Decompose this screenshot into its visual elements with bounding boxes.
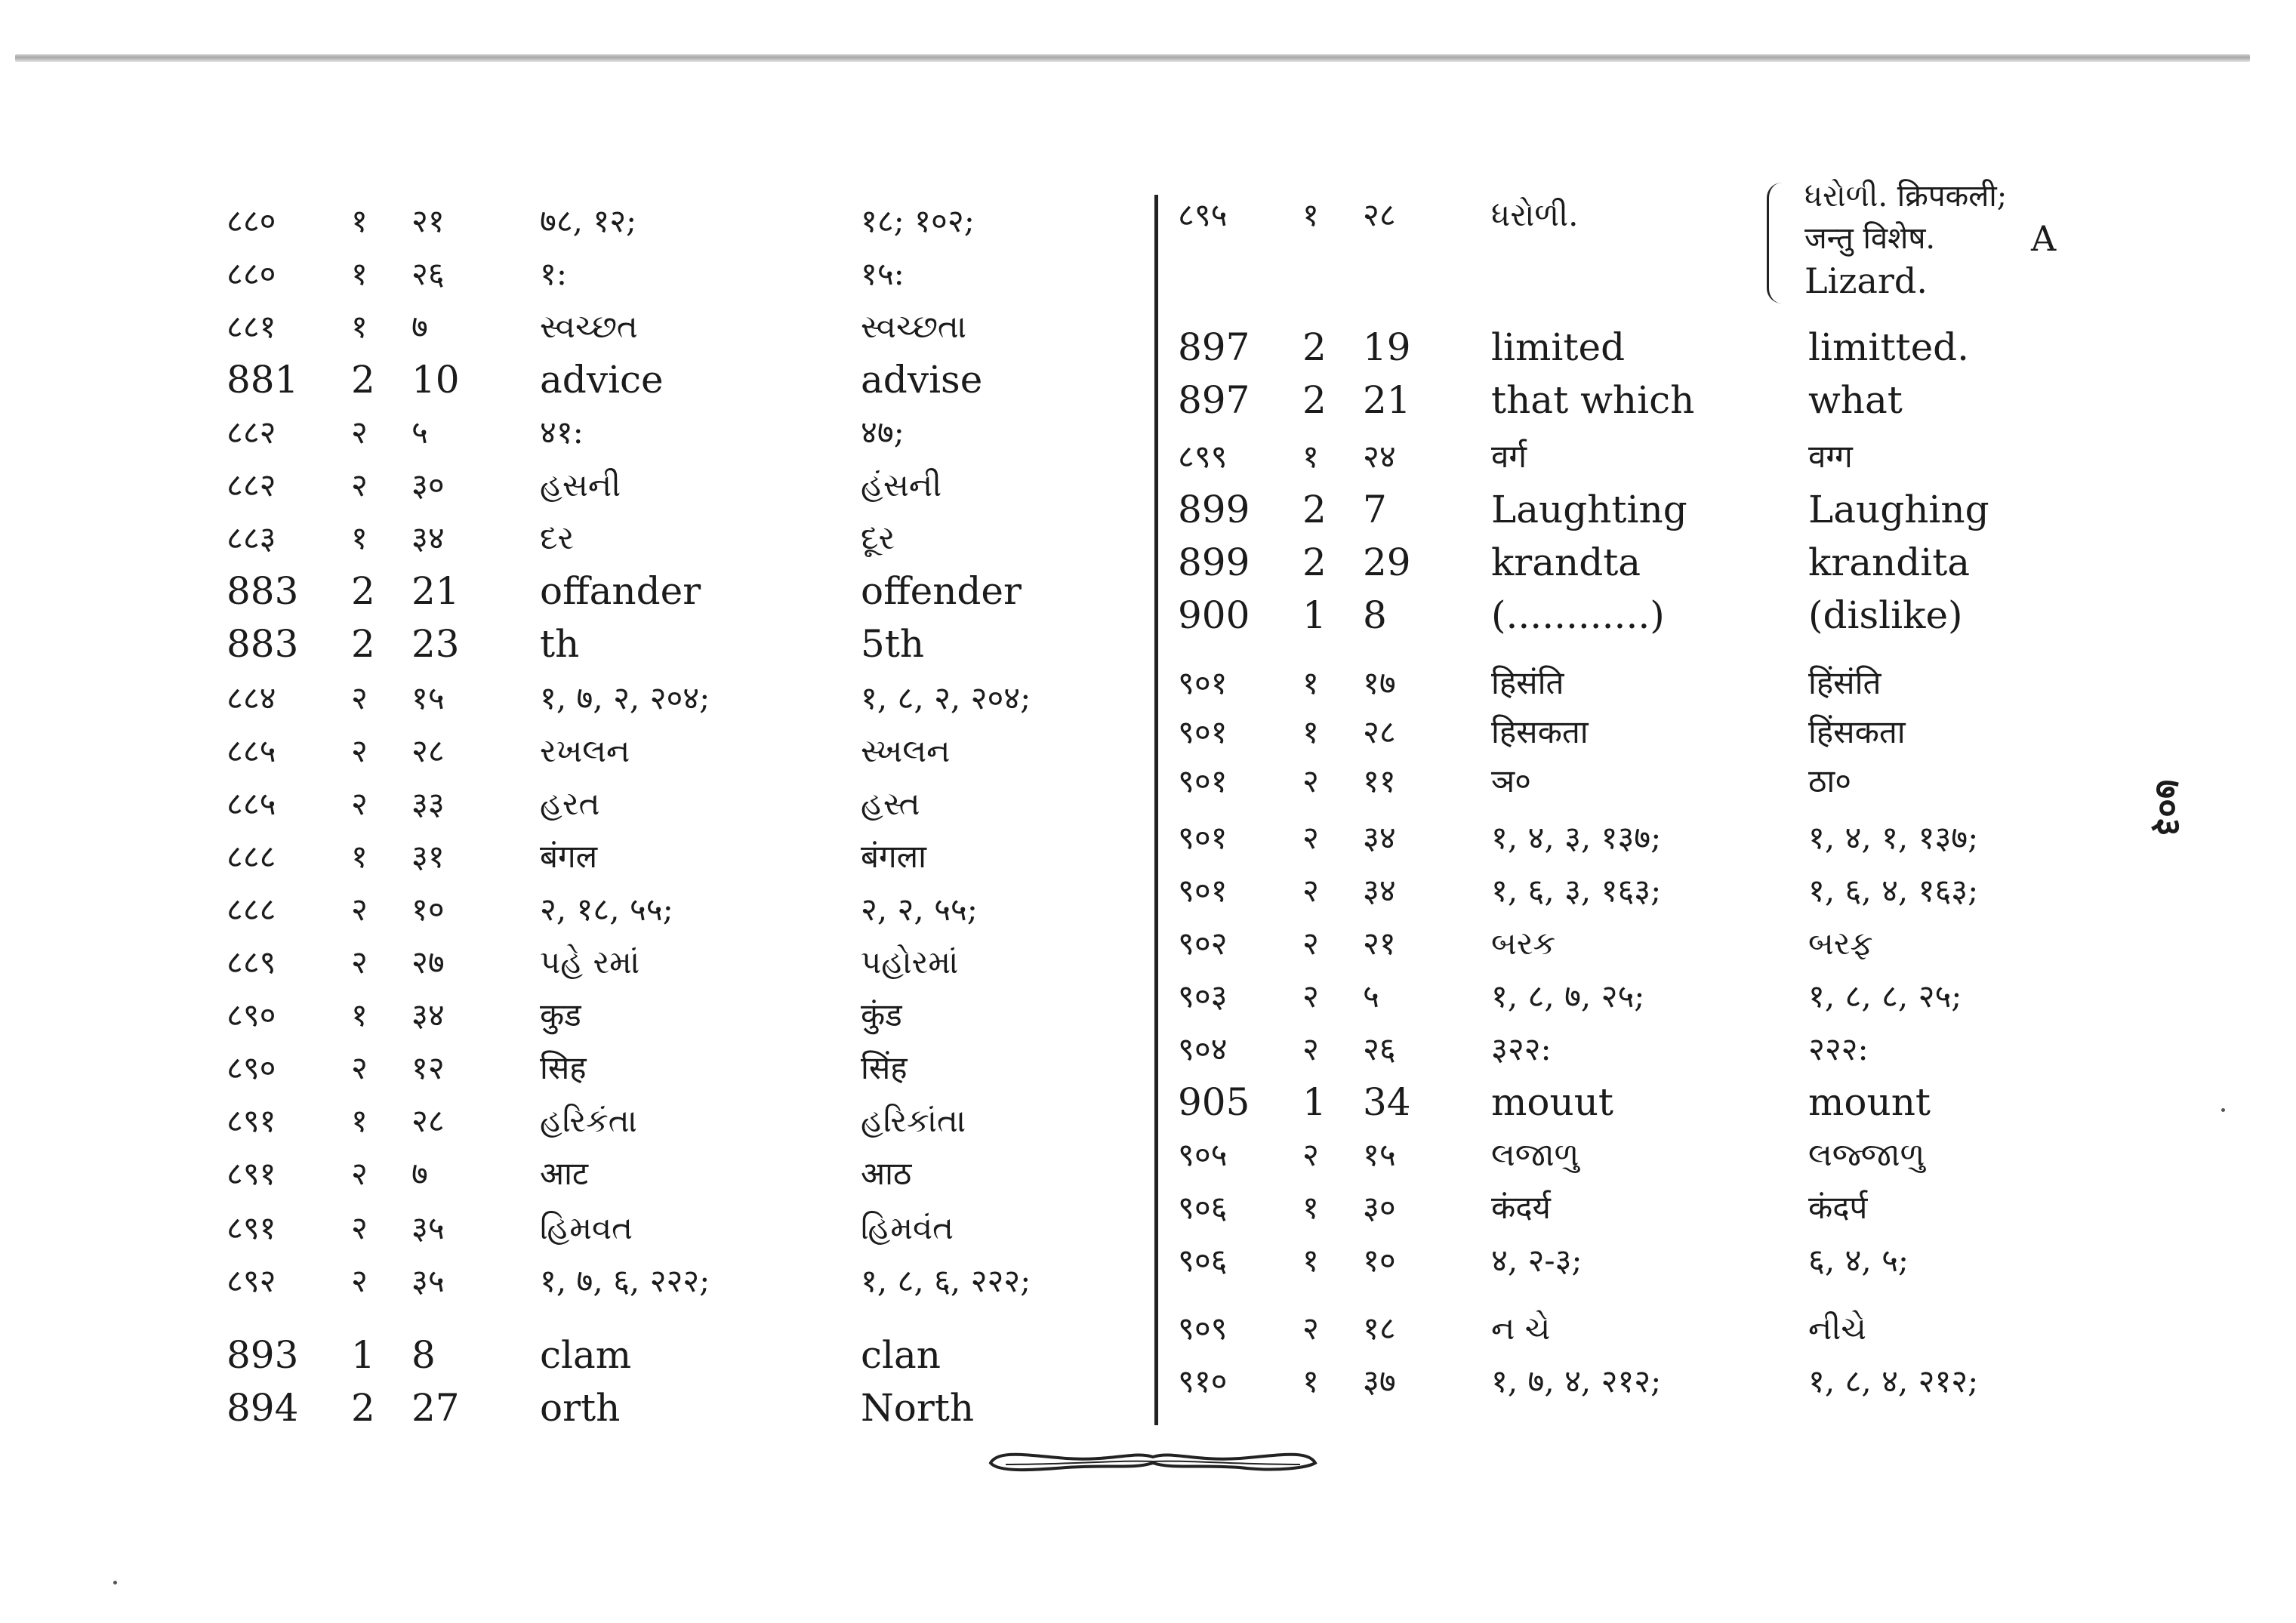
errata-page-number: ८८५ (227, 732, 276, 769)
errata-correct-text: ६, ४, ५; (1808, 1242, 1909, 1279)
page-number: ७०३ (2146, 780, 2189, 836)
errata-correct-text: હિમવંત (861, 1209, 954, 1246)
errata-incorrect-text: offander (540, 569, 701, 613)
errata-column-number: २ (1302, 819, 1319, 856)
errata-line-number: ७ (411, 308, 428, 345)
errata-page-number: ८८१ (227, 308, 276, 345)
errata-line-number: १५ (1363, 1136, 1396, 1173)
errata-line-number: ७ (411, 1155, 428, 1192)
errata-page-number: ८९२ (227, 1262, 276, 1299)
errata-page-number: ८८० (227, 255, 276, 292)
errata-page-number: ९०६ (1178, 1242, 1228, 1279)
errata-page-number: ८९१ (227, 1102, 276, 1139)
errata-page-number: ९०१ (1178, 664, 1228, 701)
scan-edge (15, 54, 2250, 62)
errata-column-number: २ (351, 1209, 368, 1246)
errata-incorrect-text: १, ७, २, २०४; (540, 679, 710, 716)
errata-page-number: ९०५ (1178, 1136, 1228, 1173)
errata-correct-text: ठा० (1808, 762, 1852, 799)
errata-page-number: ८८२ (227, 467, 276, 504)
errata-correct-text: krandita (1808, 540, 1971, 584)
errata-column-number: २ (351, 1049, 368, 1086)
errata-line-number: २८ (1363, 713, 1396, 750)
errata-column-number: २ (1302, 1030, 1319, 1067)
errata-column-number: १ (351, 202, 368, 239)
errata-page-number: ९१० (1178, 1363, 1228, 1400)
errata-page-number: ८९० (227, 996, 276, 1033)
errata-correct-text: १, ४, १, १३७; (1808, 819, 1979, 856)
errata-incorrect-text: १, ७, ४, २१२; (1491, 1363, 1662, 1400)
errata-column-number: १ (1302, 196, 1319, 233)
errata-correct-text: बंगला (861, 838, 926, 875)
errata-column-number: 2 (351, 358, 375, 402)
errata-page-number: 881 (227, 358, 299, 402)
errata-line-number: १० (1363, 1242, 1396, 1279)
errata-incorrect-text: १, ७, ६, २२२; (540, 1262, 710, 1299)
errata-column-number: 2 (1302, 325, 1327, 369)
errata-incorrect-text: લજાળુ (1491, 1136, 1579, 1173)
errata-column-number: 1 (351, 1333, 375, 1377)
errata-correct-text: લજ્જાળુ (1808, 1136, 1925, 1173)
errata-incorrect-text: ધરોળી. (1491, 196, 1579, 233)
errata-incorrect-text: દર (540, 519, 575, 556)
errata-column-number: २ (351, 1262, 368, 1299)
errata-incorrect-text: ३२२: (1491, 1030, 1552, 1067)
errata-line-number: २८ (411, 732, 445, 769)
errata-page-number: ९०४ (1178, 1030, 1228, 1067)
errata-line-number: ५ (411, 414, 428, 451)
errata-page-number: 897 (1178, 325, 1250, 369)
errata-incorrect-text: ४१: (540, 414, 584, 451)
errata-line-number: ३० (1363, 1189, 1396, 1226)
column-divider (1154, 195, 1158, 1425)
errata-column-number: 2 (351, 1386, 375, 1430)
errata-incorrect-text: कुड (540, 996, 581, 1033)
lizard-note (1804, 175, 2122, 302)
errata-column-number: १ (1302, 1363, 1319, 1400)
errata-incorrect-text: orth (540, 1386, 621, 1430)
errata-line-number: ३४ (1363, 872, 1396, 909)
errata-incorrect-text: आट (540, 1155, 589, 1192)
errata-line-number: १० (411, 891, 445, 928)
errata-correct-text: २२२: (1808, 1030, 1869, 1067)
errata-correct-text: clan (861, 1333, 942, 1377)
errata-column-number: २ (351, 891, 368, 928)
errata-correct-text: १, ८, ६, २२२; (861, 1262, 1031, 1299)
errata-line-number: 7 (1363, 488, 1387, 531)
errata-line-number: २१ (1363, 925, 1396, 962)
errata-correct-text: સ્વચ્છતા (861, 308, 967, 345)
errata-line-number: २६ (411, 255, 445, 292)
errata-correct-text: १, ६, ४, १६३; (1808, 872, 1979, 909)
errata-correct-text: સ્ખલન (861, 732, 951, 769)
errata-column-number: 2 (1302, 540, 1327, 584)
errata-line-number: ११ (1363, 762, 1396, 799)
errata-line-number: १८ (1363, 1310, 1396, 1347)
errata-line-number: ३४ (1363, 819, 1396, 856)
errata-line-number: २१ (411, 202, 445, 239)
errata-correct-text: २, २, ५५; (861, 891, 978, 928)
errata-line-number: २६ (1363, 1030, 1396, 1067)
errata-column-number: 2 (1302, 378, 1327, 422)
errata-page-number: ८९१ (227, 1155, 276, 1192)
errata-correct-text: हिंसकता (1808, 713, 1906, 750)
errata-incorrect-text: krandta (1491, 540, 1641, 584)
errata-incorrect-text: (............) (1491, 593, 1665, 637)
errata-correct-text: હરિકાંતા (861, 1102, 966, 1139)
scan-speck (2221, 1108, 2225, 1112)
errata-correct-text: हिंसंति (1808, 664, 1881, 701)
errata-incorrect-text: limited (1491, 325, 1626, 369)
errata-line-number: २८ (411, 1102, 445, 1139)
errata-page-number: ९०१ (1178, 762, 1228, 799)
errata-incorrect-text: th (540, 622, 580, 666)
errata-page-number: ८८० (227, 202, 276, 239)
errata-correct-text: सिंह (861, 1049, 908, 1086)
errata-correct-text: limitted. (1808, 325, 1970, 369)
errata-correct-text: mount (1808, 1080, 1931, 1124)
errata-line-number: २७ (411, 944, 445, 981)
ornament-flourish-icon (983, 1442, 1323, 1480)
errata-correct-text: १, ८, ८, २५; (1808, 978, 1962, 1015)
errata-line-number: 21 (411, 569, 460, 613)
errata-line-number: 27 (411, 1386, 460, 1430)
errata-incorrect-text: advice (540, 358, 664, 402)
errata-column-number: २ (351, 414, 368, 451)
errata-correct-text: બરફ (1808, 925, 1873, 962)
errata-column-number: १ (351, 519, 368, 556)
errata-page-number: 883 (227, 622, 299, 666)
errata-column-number: १ (1302, 713, 1319, 750)
errata-column-number: २ (351, 467, 368, 504)
errata-line-number: ५ (1363, 978, 1379, 1015)
errata-page-number: ८८८ (227, 891, 276, 928)
errata-line-number: १७ (1363, 664, 1396, 701)
errata-incorrect-text: હસની (540, 467, 621, 504)
errata-column-number: १ (351, 1102, 368, 1139)
errata-column-number: १ (1302, 1189, 1319, 1226)
errata-column-number: २ (351, 944, 368, 981)
errata-correct-text: North (861, 1386, 975, 1430)
errata-line-number: 10 (411, 358, 460, 402)
errata-page-number: ९०१ (1178, 872, 1228, 909)
errata-column-number: २ (1302, 978, 1319, 1015)
errata-line-number: ३० (411, 467, 445, 504)
errata-line-number: १५ (411, 679, 445, 716)
errata-line-number: ३३ (411, 785, 445, 822)
errata-page-number: ९०२ (1178, 925, 1228, 962)
errata-line-number: ३७ (1363, 1363, 1396, 1400)
errata-page-number: ८८९ (227, 944, 276, 981)
errata-column-number: २ (351, 679, 368, 716)
errata-column-number: २ (1302, 925, 1319, 962)
errata-page-number: 899 (1178, 488, 1250, 531)
errata-line-number: 8 (411, 1333, 436, 1377)
errata-correct-text: offender (861, 569, 1022, 613)
brace-bracket (1767, 183, 1786, 303)
errata-column-number: १ (351, 838, 368, 875)
errata-column-number: 2 (351, 622, 375, 666)
errata-page-number: 894 (227, 1386, 299, 1430)
errata-column-number: १ (1302, 438, 1319, 475)
errata-column-number: १ (1302, 1242, 1319, 1279)
errata-correct-text: હસ્ત (861, 785, 920, 822)
errata-correct-text: कंदर्प (1808, 1189, 1868, 1226)
errata-column-number: २ (1302, 872, 1319, 909)
errata-column-number: २ (351, 732, 368, 769)
errata-page-number: ९०१ (1178, 713, 1228, 750)
errata-page-number: ९०१ (1178, 819, 1228, 856)
errata-line-number: ३५ (411, 1209, 445, 1246)
errata-correct-text: Laughing (1808, 488, 1989, 531)
errata-correct-text: आठ (861, 1155, 912, 1192)
errata-incorrect-text: ન ચે (1491, 1310, 1551, 1347)
errata-line-number: 23 (411, 622, 460, 666)
errata-correct-text: १, ८, २, २०४; (861, 679, 1031, 716)
errata-incorrect-text: वर्ग (1491, 438, 1527, 475)
errata-incorrect-text: १, ८, ७, २५; (1491, 978, 1645, 1015)
errata-column-number: २ (351, 1155, 368, 1192)
scan-speck (113, 1581, 117, 1585)
errata-incorrect-text: બરક (1491, 925, 1556, 962)
errata-incorrect-text: हिसंति (1491, 664, 1564, 701)
errata-incorrect-text: हिसकता (1491, 713, 1589, 750)
errata-page-number: ९०६ (1178, 1189, 1228, 1226)
errata-line-number: ३४ (411, 519, 445, 556)
errata-line-number: २८ (1363, 196, 1396, 233)
errata-column-number: २ (1302, 1310, 1319, 1347)
errata-page-number: 905 (1178, 1080, 1250, 1124)
errata-column-number: १ (351, 308, 368, 345)
lizard-note-line1: ધરોળી. क्रिपकली; (1804, 179, 2008, 214)
errata-correct-text: પહોરમાં (861, 944, 959, 981)
errata-page-number: ८८४ (227, 679, 276, 716)
errata-correct-text: advise (861, 358, 983, 402)
lizard-note-line3: Lizard. (1804, 260, 1928, 301)
errata-incorrect-text: mouut (1491, 1080, 1614, 1124)
errata-incorrect-text: ४, २-३; (1491, 1242, 1583, 1279)
errata-line-number: ३५ (411, 1262, 445, 1299)
errata-incorrect-text: Laughting (1491, 488, 1687, 531)
errata-correct-text: ४७; (861, 414, 905, 451)
errata-page-number: ८९९ (1178, 438, 1228, 475)
errata-correct-text: હંસની (861, 467, 942, 504)
errata-column-number: १ (351, 996, 368, 1033)
errata-correct-text: 5th (861, 622, 925, 666)
errata-correct-text: १५: (861, 255, 905, 292)
errata-incorrect-text: ञ० (1491, 762, 1532, 799)
errata-incorrect-text: १, ४, ३, १३७; (1491, 819, 1662, 856)
errata-line-number: ३१ (411, 838, 445, 875)
lizard-note-line2: जन्तु विशेष. (1804, 221, 1936, 256)
errata-incorrect-text: હિમવત (540, 1209, 633, 1246)
errata-line-number: 8 (1363, 593, 1387, 637)
errata-incorrect-text: હરત (540, 785, 600, 822)
errata-incorrect-text: २, १८, ५५; (540, 891, 673, 928)
errata-column-number: २ (1302, 1136, 1319, 1173)
errata-page-number: 893 (227, 1333, 299, 1377)
errata-incorrect-text: बंगल (540, 838, 598, 875)
errata-line-number: 19 (1363, 325, 1411, 369)
lizard-note-letter: A (2031, 218, 2057, 259)
errata-incorrect-text: પહે રમાં (540, 944, 640, 981)
errata-column-number: 1 (1302, 1080, 1327, 1124)
errata-incorrect-text: clam (540, 1333, 632, 1377)
errata-line-number: १२ (411, 1049, 445, 1086)
errata-page-number: ८८३ (227, 519, 276, 556)
errata-incorrect-text: ७८, १२; (540, 202, 637, 239)
errata-column-number: २ (1302, 762, 1319, 799)
errata-page-number: ८८५ (227, 785, 276, 822)
errata-column-number: २ (351, 785, 368, 822)
errata-correct-text: નીચે (1808, 1310, 1866, 1347)
errata-correct-text: कुंड (861, 996, 902, 1033)
errata-page-number: ८९१ (227, 1209, 276, 1246)
errata-correct-text: દૂર (861, 519, 895, 556)
errata-line-number: 29 (1363, 540, 1411, 584)
errata-correct-text: what (1808, 378, 1903, 422)
errata-line-number: २४ (1363, 438, 1396, 475)
errata-column-number: 2 (351, 569, 375, 613)
errata-page-number: ९०९ (1178, 1310, 1228, 1347)
errata-page-number: 899 (1178, 540, 1250, 584)
errata-incorrect-text: સ્વચ્છત (540, 308, 638, 345)
errata-page-number: ८९५ (1178, 196, 1228, 233)
errata-line-number: 21 (1363, 378, 1411, 422)
errata-incorrect-text: that which (1491, 378, 1695, 422)
errata-line-number: ३४ (411, 996, 445, 1033)
errata-correct-text: (dislike) (1808, 593, 1963, 637)
errata-incorrect-text: હરિકંતા (540, 1102, 637, 1139)
errata-line-number: 34 (1363, 1080, 1411, 1124)
errata-column-number: 2 (1302, 488, 1327, 531)
errata-correct-text: १८; १०२; (861, 202, 975, 239)
errata-page-number: 897 (1178, 378, 1250, 422)
errata-incorrect-text: १, ६, ३, १६३; (1491, 872, 1662, 909)
errata-correct-text: १, ८, ४, २१२; (1808, 1363, 1979, 1400)
errata-column-number: 1 (1302, 593, 1327, 637)
errata-column-number: १ (1302, 664, 1319, 701)
errata-page-number: ८९० (227, 1049, 276, 1086)
errata-column-number: १ (351, 255, 368, 292)
errata-incorrect-text: कंदर्य (1491, 1189, 1551, 1226)
errata-page-number: 883 (227, 569, 299, 613)
errata-incorrect-text: રખલન (540, 732, 630, 769)
errata-page-number: ९०३ (1178, 978, 1228, 1015)
errata-page-number: ८८८ (227, 838, 276, 875)
errata-correct-text: वग्ग (1808, 438, 1853, 475)
errata-page-number: 900 (1178, 593, 1250, 637)
errata-incorrect-text: सिह (540, 1049, 587, 1086)
errata-incorrect-text: १: (540, 255, 567, 292)
errata-page-number: ८८२ (227, 414, 276, 451)
